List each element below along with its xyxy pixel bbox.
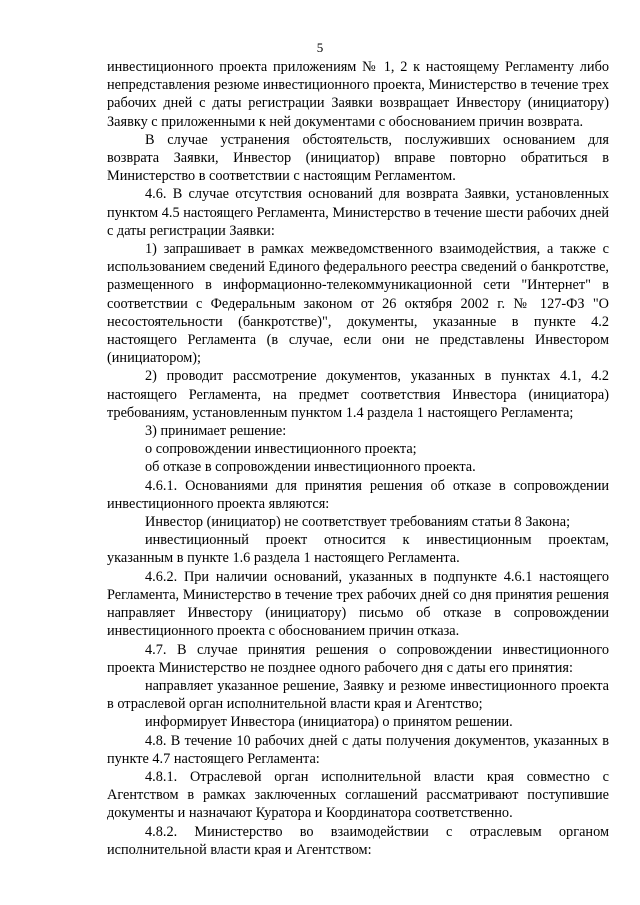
paragraph: инвестиционный проект относится к инвестиционным проектам, указанным в пункте 1.6 раздела 1 настоящего Регламента. (107, 532, 609, 567)
paragraph: 4.8.1. Отраслевой орган исполнительной власти края совместно с Агентством в рамках заключенных соглашений рассматривают поступившие документы и назначают Куратора и Координатора соответственно. (107, 768, 609, 822)
paragraph: информирует Инвестора (инициатора) о принятом решении. (145, 714, 513, 731)
paragraph: 4.6.1. Основаниями для принятия решения об отказе в сопровождении инвестиционного проекта являются: (107, 477, 609, 512)
paragraph: 3) принимает решение: (145, 423, 287, 440)
paragraph: о сопровождении инвестиционного проекта; (145, 441, 417, 458)
page-number: 5 (316, 40, 324, 55)
paragraph: 4.6. В случае отсутствия оснований для возврата Заявки, установленных пунктом 4.5 настоящего Регламента, Министерство в течение шести рабочих дней с даты регистрации Заявки: (107, 186, 609, 239)
paragraph: 4.7. В случае принятия решения о сопровождении инвестиционного проекта Министерство не позднее одного рабочего дня с даты его принятия: (107, 641, 609, 676)
paragraph: 4.6.2. При наличии оснований, указанных в подпункте 4.6.1 настоящего Регламента, Министерство в течение трех рабочих дней со дня принятия решения направляет Инвестору (инициатору) письмо об отказе в сопровождении инвестиционного проекта с обоснованием причин отказа. (107, 568, 609, 640)
paragraph: 4.8. В течение 10 рабочих дней с даты получения документов, указанных в пункте 4.7 настоящего Регламента: (107, 732, 609, 767)
paragraph: направляет указанное решение, Заявку и резюме инвестиционного проекта в отраслевой орган исполнительной власти края и Агентство; (107, 677, 609, 713)
paragraph: 4.8.2. Министерство во взаимодействии с отраслевым органом исполнительной власти края и Агентством: (107, 823, 609, 858)
paragraph: Инвестор (инициатор) не соответствует требованиям статьи 8 Закона; (145, 514, 571, 531)
paragraph: 1) запрашивает в рамках межведомственного взаимодействия, а также с использованием сведений Единого федерального реестра сведений о банкротстве, размещенного в информационно-телекоммуникационной сети "Интернет" в соответствии с Федеральным законом от 26 октября 2002 г. № 127-ФЗ "О несостоятельности (банкротстве)", документы, указанные в пункте 4.2 настоящего Регламента (в случае, если они не представлены Инвестором (инициатором); (107, 241, 609, 367)
paragraph: В случае устранения обстоятельств, послуживших основанием для возврата Заявки, Инвестор (инициатор) вправе повторно обратиться в Министерство в соответствии с настоящим Регламентом. (107, 131, 609, 185)
paragraph: инвестиционного проекта приложениям № 1, 2 к настоящему Регламенту либо непредставления резюме инвестиционного проекта, Министерство в течение трех рабочих дней с даты регистрации Заявки возвращает Инвестору (инициатору) Заявку с приложенными к ней документами с обоснованием причин возврата. (107, 59, 609, 130)
document-body (107, 58, 609, 859)
paragraph: об отказе в сопровождении инвестиционного проекта. (145, 459, 476, 476)
paragraph: 2) проводит рассмотрение документов, указанных в пунктах 4.1, 4.2 настоящего Регламента, на предмет соответствия Инвестора (инициатора) требованиям, установленным пунктом 1.4 раздела 1 настоящего Регламента; (107, 368, 609, 421)
